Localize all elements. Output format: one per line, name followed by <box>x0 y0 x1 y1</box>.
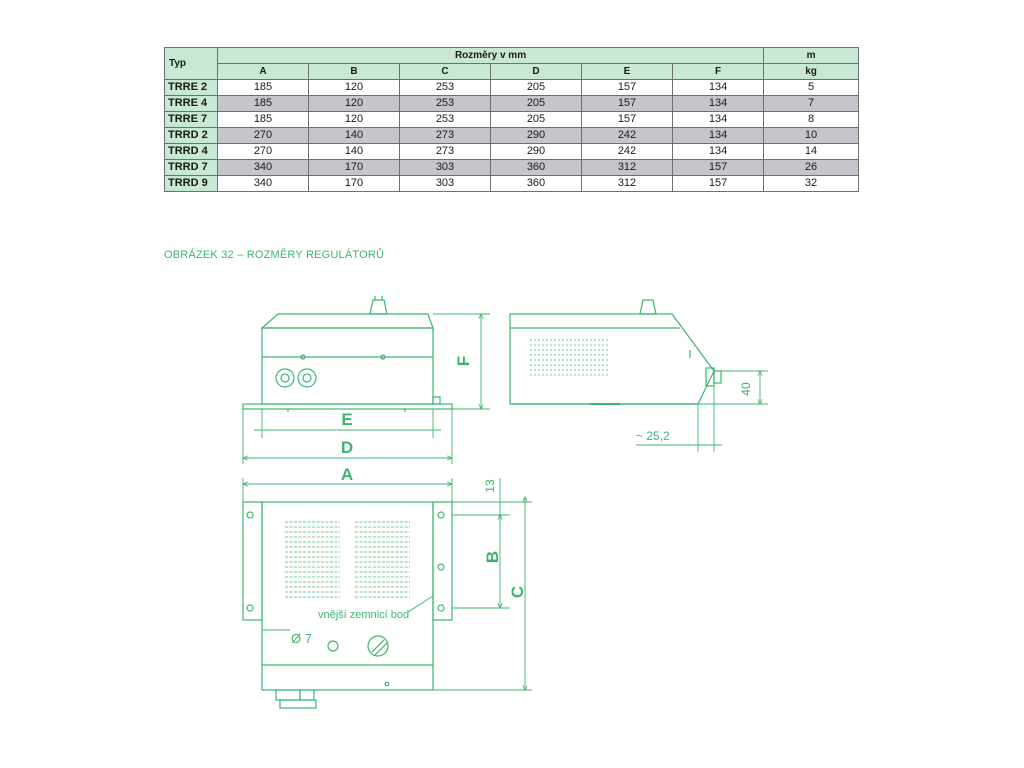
hole-diameter-label: Ø 7 <box>291 631 312 646</box>
knob-top <box>370 296 387 314</box>
cell-d: 290 <box>491 128 582 144</box>
row-type: TRRD 2 <box>165 128 218 144</box>
type-header: Typ <box>165 48 218 80</box>
row-type: TRRD 7 <box>165 160 218 176</box>
row-type: TRRE 7 <box>165 112 218 128</box>
cell-a: 185 <box>218 96 309 112</box>
cell-f: 134 <box>673 144 764 160</box>
front-top-cover <box>262 314 433 328</box>
label-b: B <box>483 550 502 564</box>
cell-c: 253 <box>400 96 491 112</box>
cell-a: 270 <box>218 128 309 144</box>
regulator-knob-icon <box>368 636 388 656</box>
cell-f: 157 <box>673 160 764 176</box>
cell-c: 273 <box>400 128 491 144</box>
cell-d: 360 <box>491 176 582 192</box>
vent-slots <box>530 340 610 375</box>
label-a: A <box>340 465 354 484</box>
cell-e: 157 <box>582 112 673 128</box>
side-view <box>510 300 721 404</box>
cell-f: 134 <box>673 128 764 144</box>
cell-c: 303 <box>400 176 491 192</box>
col-header-e: E <box>582 64 673 80</box>
cell-b: 120 <box>309 112 400 128</box>
cell-a: 270 <box>218 144 309 160</box>
mass-unit-header: kg <box>764 64 859 80</box>
cell-c: 253 <box>400 112 491 128</box>
cell-e: 312 <box>582 176 673 192</box>
cell-b: 120 <box>309 80 400 96</box>
cell-mass: 32 <box>764 176 859 192</box>
mass-header: m <box>764 48 859 64</box>
cell-a: 340 <box>218 176 309 192</box>
front-base-plate <box>243 404 452 409</box>
cable-gland-icon <box>298 369 316 387</box>
cell-e: 242 <box>582 128 673 144</box>
dimension-40 <box>698 371 768 404</box>
mounting-hole-icon <box>247 512 253 518</box>
cell-mass: 26 <box>764 160 859 176</box>
ground-point-icon <box>438 564 444 570</box>
figure-caption: OBRÁZEK 32 – ROZMĚRY REGULÁTORŮ <box>164 249 385 261</box>
cell-d: 205 <box>491 96 582 112</box>
front-body <box>262 328 433 404</box>
dimensions-group-header: Rozměry v mm <box>218 48 764 64</box>
cell-mass: 10 <box>764 128 859 144</box>
cell-d: 205 <box>491 80 582 96</box>
top-view <box>243 502 452 708</box>
label-25-2: ~ 25,2 <box>636 429 670 443</box>
cell-b: 170 <box>309 160 400 176</box>
cell-d: 360 <box>491 160 582 176</box>
cell-f: 134 <box>673 80 764 96</box>
label-13: 13 <box>483 479 497 493</box>
cell-f: 134 <box>673 112 764 128</box>
row-type: TRRE 2 <box>165 80 218 96</box>
cell-b: 120 <box>309 96 400 112</box>
label-e: E <box>341 410 353 429</box>
col-header-d: D <box>491 64 582 80</box>
front-view <box>243 296 452 412</box>
cell-e: 312 <box>582 160 673 176</box>
cell-d: 290 <box>491 144 582 160</box>
col-header-b: B <box>309 64 400 80</box>
col-header-c: C <box>400 64 491 80</box>
cell-c: 253 <box>400 80 491 96</box>
cell-mass: 5 <box>764 80 859 96</box>
cell-b: 140 <box>309 144 400 160</box>
cell-a: 340 <box>218 160 309 176</box>
cell-a: 185 <box>218 112 309 128</box>
col-header-a: A <box>218 64 309 80</box>
cell-f: 134 <box>673 96 764 112</box>
row-type: TRRD 4 <box>165 144 218 160</box>
mounting-hole-icon <box>438 605 444 611</box>
mounting-flange <box>243 502 262 620</box>
cell-mass: 7 <box>764 96 859 112</box>
cell-mass: 14 <box>764 144 859 160</box>
side-knob <box>690 350 721 386</box>
label-d: D <box>340 438 354 457</box>
top-body <box>262 502 433 690</box>
col-header-f: F <box>673 64 764 80</box>
vent-grille-right <box>355 522 410 597</box>
small-hole-icon <box>328 641 338 651</box>
row-type: TRRD 9 <box>165 176 218 192</box>
cell-c: 273 <box>400 144 491 160</box>
row-type: TRRE 4 <box>165 96 218 112</box>
label-f: F <box>454 355 473 367</box>
ground-point-label: vnější zemnicí bod <box>318 609 410 621</box>
cell-e: 157 <box>582 96 673 112</box>
cell-d: 205 <box>491 112 582 128</box>
cell-a: 185 <box>218 80 309 96</box>
vent-grille-left <box>285 522 340 597</box>
cell-b: 170 <box>309 176 400 192</box>
cell-mass: 8 <box>764 112 859 128</box>
cell-c: 303 <box>400 160 491 176</box>
mounting-hole-icon <box>438 512 444 518</box>
label-40: 40 <box>739 382 753 396</box>
bottom-glands <box>276 690 316 708</box>
cell-e: 242 <box>582 144 673 160</box>
label-c: C <box>508 585 527 599</box>
knob-top-side <box>640 300 656 314</box>
cell-f: 157 <box>673 176 764 192</box>
mounting-hole-icon <box>247 605 253 611</box>
cable-gland-icon <box>276 369 294 387</box>
cell-e: 157 <box>582 80 673 96</box>
cell-b: 140 <box>309 128 400 144</box>
